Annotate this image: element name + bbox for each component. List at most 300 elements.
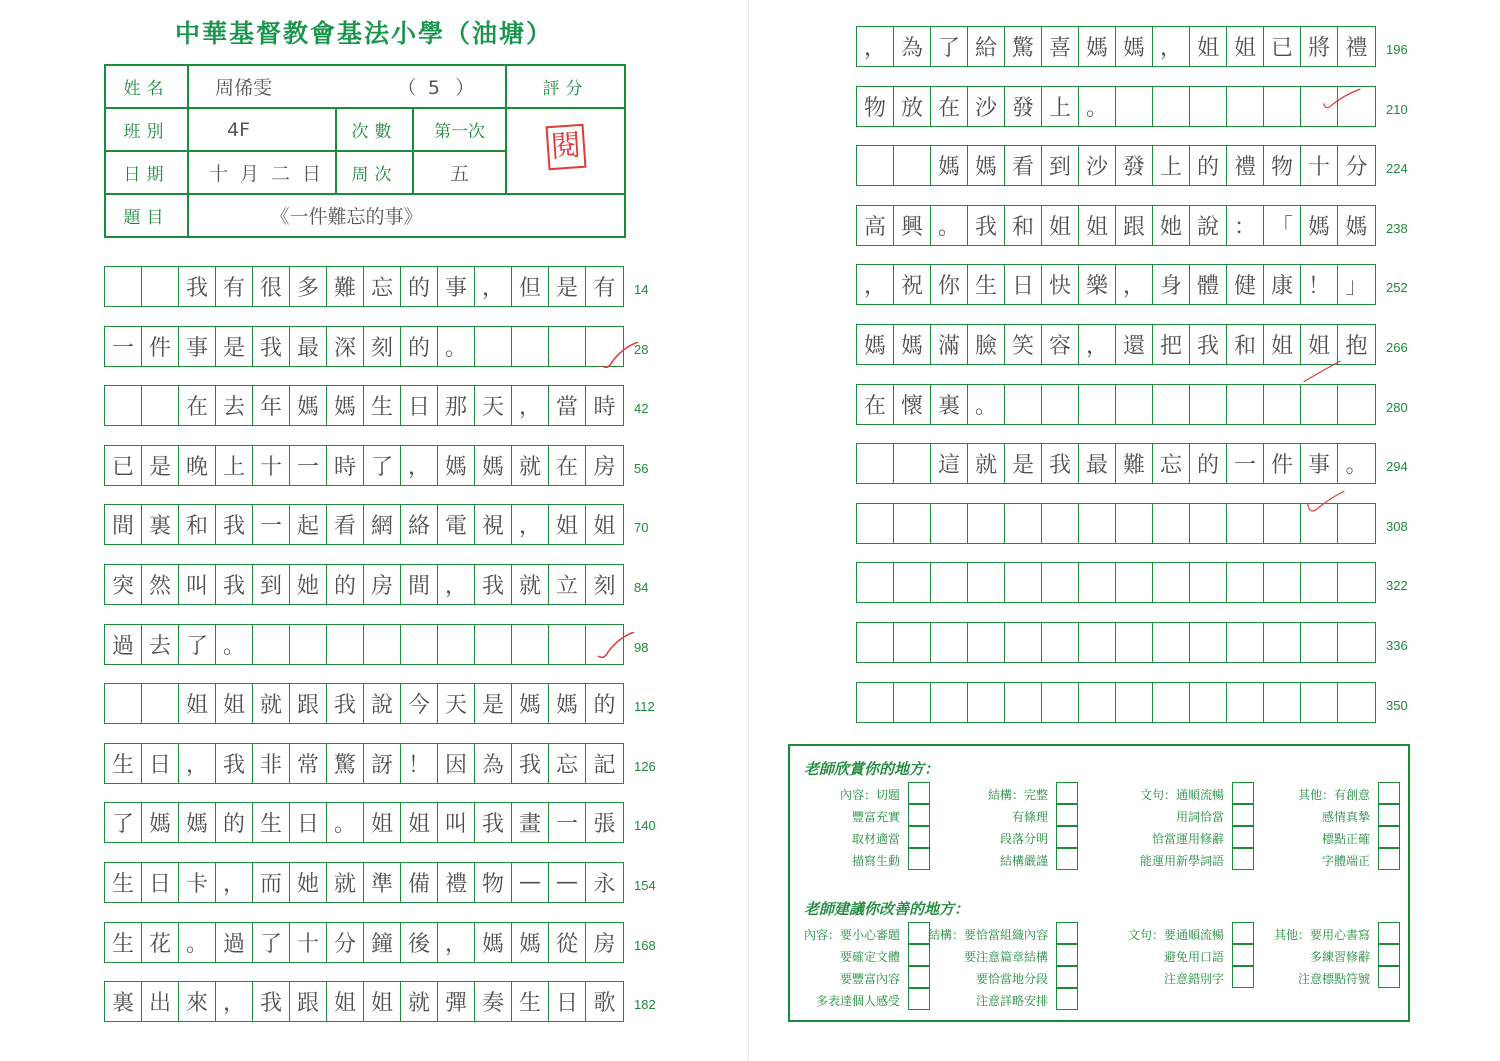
essay-cell[interactable] — [1079, 683, 1116, 722]
essay-cell[interactable]: ， — [216, 982, 253, 1021]
essay-cell[interactable]: 媽 — [549, 684, 586, 723]
criterion-checkbox[interactable] — [908, 826, 930, 848]
essay-cell[interactable]: 你 — [931, 265, 968, 304]
essay-cell[interactable]: 。 — [438, 327, 475, 366]
essay-cell[interactable]: 姐 — [216, 684, 253, 723]
essay-cell[interactable] — [1190, 385, 1227, 424]
essay-cell[interactable]: 難 — [1116, 444, 1153, 483]
essay-cell[interactable]: 那 — [438, 386, 475, 425]
essay-cell[interactable]: 日 — [290, 803, 327, 842]
essay-cell[interactable]: 。 — [1345, 453, 1368, 479]
essay-cell[interactable] — [1005, 683, 1042, 722]
essay-cell[interactable]: 十 — [290, 923, 327, 962]
essay-cell[interactable]: 媽 — [142, 803, 179, 842]
essay-cell[interactable]: 媽 — [968, 146, 1005, 185]
essay-cell[interactable]: 媽 — [857, 325, 894, 364]
essay-cell[interactable] — [1301, 623, 1338, 662]
essay-cell[interactable]: 了 — [931, 27, 968, 66]
essay-cell[interactable]: 懷 — [894, 385, 931, 424]
essay-cell[interactable]: 房 — [593, 454, 616, 480]
essay-cell[interactable]: ， — [857, 265, 894, 304]
essay-cell[interactable]: 有 — [216, 267, 253, 306]
essay-cell[interactable]: 件 — [142, 327, 179, 366]
essay-cell[interactable]: 時 — [593, 395, 616, 421]
essay-cell[interactable]: 我 — [475, 803, 512, 842]
essay-cell[interactable] — [142, 684, 179, 723]
essay-cell[interactable] — [1005, 385, 1042, 424]
essay-cell[interactable] — [1153, 504, 1190, 543]
essay-cell[interactable]: 。 — [968, 385, 1005, 424]
criterion-checkbox[interactable] — [1056, 804, 1078, 826]
essay-cell[interactable]: 分 — [327, 923, 364, 962]
essay-cell[interactable]: 忘 — [364, 267, 401, 306]
criterion-checkbox[interactable] — [1232, 944, 1254, 966]
criterion-checkbox[interactable] — [1232, 848, 1254, 870]
essay-cell[interactable] — [1190, 87, 1227, 126]
essay-cell[interactable]: 在 — [857, 385, 894, 424]
essay-cell[interactable]: 房 — [364, 565, 401, 604]
essay-cell[interactable]: 上 — [1153, 146, 1190, 185]
essay-cell[interactable]: ， — [857, 27, 894, 66]
essay-cell[interactable]: 間 — [105, 505, 142, 544]
essay-cell[interactable]: 事 — [179, 327, 216, 366]
essay-cell[interactable]: 就 — [327, 863, 364, 902]
essay-cell[interactable]: 年 — [253, 386, 290, 425]
essay-cell[interactable]: 深 — [327, 327, 364, 366]
essay-cell[interactable]: 去 — [142, 625, 179, 664]
essay-cell[interactable]: 為 — [475, 744, 512, 783]
essay-cell[interactable]: 張 — [593, 812, 616, 838]
essay-cell[interactable]: ， — [512, 386, 549, 425]
criterion-checkbox[interactable] — [908, 804, 930, 826]
essay-cell[interactable]: 間 — [401, 565, 438, 604]
essay-cell[interactable]: 和 — [1227, 325, 1264, 364]
essay-cell[interactable]: 和 — [179, 505, 216, 544]
essay-cell[interactable]: 了 — [105, 803, 142, 842]
essay-cell[interactable]: 放 — [894, 87, 931, 126]
essay-cell[interactable]: 事 — [438, 267, 475, 306]
essay-cell[interactable]: 十 — [1301, 146, 1338, 185]
criterion-checkbox[interactable] — [1056, 922, 1078, 944]
essay-cell[interactable]: 裏 — [105, 982, 142, 1021]
criterion-checkbox[interactable] — [1378, 922, 1400, 944]
essay-cell[interactable]: 她 — [290, 565, 327, 604]
essay-cell[interactable] — [857, 146, 894, 185]
essay-cell[interactable] — [1190, 504, 1227, 543]
essay-cell[interactable]: 就 — [512, 565, 549, 604]
essay-cell[interactable]: 在 — [931, 87, 968, 126]
essay-cell[interactable] — [1301, 563, 1338, 602]
essay-cell[interactable]: 過 — [105, 625, 142, 664]
essay-cell[interactable]: 快 — [1042, 265, 1079, 304]
essay-cell[interactable] — [1116, 87, 1153, 126]
essay-cell[interactable]: 姐 — [1301, 325, 1338, 364]
essay-cell[interactable]: 姐 — [401, 803, 438, 842]
essay-cell[interactable] — [1042, 385, 1079, 424]
essay-cell[interactable] — [931, 563, 968, 602]
essay-cell[interactable]: 把 — [1153, 325, 1190, 364]
essay-cell[interactable] — [142, 386, 179, 425]
essay-cell[interactable]: ， — [216, 863, 253, 902]
essay-cell[interactable]: 天 — [438, 684, 475, 723]
essay-cell[interactable]: 她 — [290, 863, 327, 902]
essay-cell[interactable]: 樂 — [1079, 265, 1116, 304]
criterion-checkbox[interactable] — [1056, 782, 1078, 804]
essay-cell[interactable]: 臉 — [968, 325, 1005, 364]
essay-cell[interactable]: 驚 — [327, 744, 364, 783]
essay-cell[interactable]: 物 — [1264, 146, 1301, 185]
essay-cell[interactable]: 媽 — [1116, 27, 1153, 66]
essay-cell[interactable]: 分 — [1345, 155, 1368, 181]
essay-cell[interactable] — [1079, 563, 1116, 602]
essay-cell[interactable]: 。 — [1079, 87, 1116, 126]
essay-cell[interactable] — [1116, 504, 1153, 543]
essay-cell[interactable]: 給 — [968, 27, 1005, 66]
essay-cell[interactable]: 我 — [968, 206, 1005, 245]
criterion-checkbox[interactable] — [1378, 782, 1400, 804]
essay-cell[interactable] — [894, 563, 931, 602]
essay-cell[interactable] — [1227, 504, 1264, 543]
essay-cell[interactable]: 媽 — [179, 803, 216, 842]
essay-cell[interactable]: 備 — [401, 863, 438, 902]
essay-cell[interactable]: 到 — [253, 565, 290, 604]
essay-cell[interactable]: 日 — [401, 386, 438, 425]
essay-cell[interactable]: 興 — [894, 206, 931, 245]
criterion-checkbox[interactable] — [1056, 988, 1078, 1010]
essay-cell[interactable]: 禮 — [438, 863, 475, 902]
essay-cell[interactable]: ， — [1153, 27, 1190, 66]
essay-cell[interactable]: 的 — [401, 327, 438, 366]
essay-cell[interactable]: 的 — [1190, 146, 1227, 185]
essay-cell[interactable] — [475, 625, 512, 664]
essay-cell[interactable]: 絡 — [401, 505, 438, 544]
essay-cell[interactable]: ， — [1079, 325, 1116, 364]
essay-cell[interactable]: 我 — [216, 744, 253, 783]
criterion-checkbox[interactable] — [1232, 804, 1254, 826]
essay-cell[interactable]: 一 — [290, 446, 327, 485]
essay-cell[interactable] — [1264, 385, 1301, 424]
essay-cell[interactable]: 難 — [327, 267, 364, 306]
times-cell[interactable] — [413, 108, 506, 151]
essay-cell[interactable] — [894, 146, 931, 185]
essay-cell[interactable] — [1264, 623, 1301, 662]
criterion-checkbox[interactable] — [908, 922, 930, 944]
essay-cell[interactable]: 卡 — [179, 863, 216, 902]
essay-cell[interactable] — [1264, 683, 1301, 722]
essay-cell[interactable] — [1338, 623, 1375, 662]
essay-cell[interactable]: 說 — [364, 684, 401, 723]
essay-cell[interactable]: 姐 — [327, 982, 364, 1021]
criterion-checkbox[interactable] — [1056, 848, 1078, 870]
essay-cell[interactable]: 我 — [327, 684, 364, 723]
essay-cell[interactable]: 這 — [931, 444, 968, 483]
essay-cell[interactable]: 日 — [142, 863, 179, 902]
essay-cell[interactable]: 因 — [438, 744, 475, 783]
essay-cell[interactable] — [857, 563, 894, 602]
criterion-checkbox[interactable] — [1378, 848, 1400, 870]
essay-cell[interactable]: 是 — [142, 446, 179, 485]
essay-cell[interactable]: 媽 — [931, 146, 968, 185]
class-cell[interactable] — [188, 108, 336, 151]
essay-cell[interactable]: 她 — [1153, 206, 1190, 245]
essay-cell[interactable] — [1227, 87, 1264, 126]
essay-cell[interactable]: 過 — [216, 923, 253, 962]
name-cell[interactable] — [188, 65, 506, 108]
essay-cell[interactable]: 就 — [253, 684, 290, 723]
essay-cell[interactable]: 。 — [327, 803, 364, 842]
essay-cell[interactable]: 忘 — [549, 744, 586, 783]
essay-cell[interactable]: 視 — [475, 505, 512, 544]
essay-cell[interactable] — [931, 683, 968, 722]
essay-cell[interactable]: 一 — [549, 803, 586, 842]
essay-cell[interactable] — [1116, 563, 1153, 602]
essay-cell[interactable]: 網 — [364, 505, 401, 544]
essay-cell[interactable]: 準 — [364, 863, 401, 902]
essay-cell[interactable]: 奏 — [475, 982, 512, 1021]
essay-cell[interactable]: 姐 — [364, 982, 401, 1021]
essay-cell[interactable] — [1116, 623, 1153, 662]
essay-cell[interactable] — [1042, 683, 1079, 722]
essay-cell[interactable]: 叫 — [179, 565, 216, 604]
essay-cell[interactable]: 祝 — [894, 265, 931, 304]
essay-cell[interactable]: 日 — [142, 744, 179, 783]
essay-cell[interactable]: 花 — [142, 923, 179, 962]
essay-cell[interactable]: 的 — [1190, 444, 1227, 483]
essay-cell[interactable]: 多 — [290, 267, 327, 306]
essay-cell[interactable] — [1338, 385, 1375, 424]
essay-cell[interactable]: 上 — [1042, 87, 1079, 126]
essay-cell[interactable] — [1042, 504, 1079, 543]
essay-cell[interactable]: 我 — [475, 565, 512, 604]
essay-cell[interactable]: 我 — [253, 982, 290, 1021]
date-cell[interactable] — [188, 151, 336, 194]
essay-cell[interactable] — [894, 623, 931, 662]
essay-cell[interactable] — [1264, 87, 1301, 126]
essay-cell[interactable] — [968, 563, 1005, 602]
essay-cell[interactable]: 在 — [179, 386, 216, 425]
essay-cell[interactable]: 生 — [105, 744, 142, 783]
essay-cell[interactable]: 上 — [216, 446, 253, 485]
essay-cell[interactable]: 姐 — [1042, 206, 1079, 245]
essay-cell[interactable] — [1153, 623, 1190, 662]
essay-cell[interactable]: 和 — [1005, 206, 1042, 245]
criterion-checkbox[interactable] — [1056, 966, 1078, 988]
essay-cell[interactable]: 喜 — [1042, 27, 1079, 66]
essay-cell[interactable]: 說 — [1190, 206, 1227, 245]
essay-cell[interactable]: 我 — [1042, 444, 1079, 483]
essay-cell[interactable]: 媽 — [1345, 214, 1368, 240]
essay-cell[interactable]: 物 — [475, 863, 512, 902]
criterion-checkbox[interactable] — [1232, 922, 1254, 944]
essay-cell[interactable] — [1042, 563, 1079, 602]
essay-cell[interactable]: 了 — [253, 923, 290, 962]
essay-cell[interactable]: 的 — [401, 267, 438, 306]
essay-cell[interactable] — [1005, 623, 1042, 662]
essay-cell[interactable] — [475, 327, 512, 366]
essay-cell[interactable] — [1338, 683, 1375, 722]
essay-cell[interactable]: 。 — [216, 625, 253, 664]
criterion-checkbox[interactable] — [908, 966, 930, 988]
essay-cell[interactable]: 跟 — [1116, 206, 1153, 245]
essay-cell[interactable]: 一 — [253, 505, 290, 544]
essay-cell[interactable] — [1190, 623, 1227, 662]
essay-cell[interactable] — [968, 504, 1005, 543]
essay-cell[interactable]: 常 — [290, 744, 327, 783]
weekday-cell[interactable] — [413, 151, 506, 194]
criterion-checkbox[interactable] — [1378, 966, 1400, 988]
essay-cell[interactable]: 姐 — [179, 684, 216, 723]
essay-cell[interactable]: 沙 — [968, 87, 1005, 126]
essay-cell[interactable] — [105, 267, 142, 306]
essay-cell[interactable]: 抱 — [1345, 334, 1368, 359]
essay-cell[interactable]: 還 — [1116, 325, 1153, 364]
essay-cell[interactable]: 姐 — [1190, 27, 1227, 66]
essay-cell[interactable]: 後 — [401, 923, 438, 962]
essay-cell[interactable]: ， — [401, 446, 438, 485]
essay-cell[interactable]: 高 — [857, 206, 894, 245]
essay-cell[interactable]: 媽 — [438, 446, 475, 485]
essay-cell[interactable]: 跟 — [290, 684, 327, 723]
essay-cell[interactable]: 」 — [1345, 274, 1368, 300]
essay-cell[interactable]: 身 — [1153, 265, 1190, 304]
essay-cell[interactable]: ！ — [1301, 265, 1338, 304]
essay-cell[interactable] — [1153, 563, 1190, 602]
essay-cell[interactable] — [401, 625, 438, 664]
essay-cell[interactable]: 姐 — [1227, 27, 1264, 66]
essay-cell[interactable]: 很 — [253, 267, 290, 306]
essay-cell[interactable]: 媽 — [290, 386, 327, 425]
criterion-checkbox[interactable] — [1378, 944, 1400, 966]
essay-cell[interactable]: 了 — [179, 625, 216, 664]
essay-cell[interactable]: 今 — [401, 684, 438, 723]
essay-cell[interactable]: 在 — [549, 446, 586, 485]
essay-cell[interactable] — [549, 625, 586, 664]
essay-cell[interactable]: ， — [475, 267, 512, 306]
essay-cell[interactable] — [549, 327, 586, 366]
essay-cell[interactable]: 媽 — [1079, 27, 1116, 66]
essay-cell[interactable]: 我 — [179, 267, 216, 306]
essay-cell[interactable]: 姐 — [1079, 206, 1116, 245]
essay-cell[interactable]: 最 — [1079, 444, 1116, 483]
essay-cell[interactable] — [1190, 563, 1227, 602]
essay-cell[interactable]: 我 — [1190, 325, 1227, 364]
essay-cell[interactable] — [1079, 623, 1116, 662]
essay-cell[interactable] — [1338, 563, 1375, 602]
essay-cell[interactable] — [968, 623, 1005, 662]
essay-cell[interactable]: 為 — [894, 27, 931, 66]
essay-cell[interactable]: 的 — [327, 565, 364, 604]
essay-cell[interactable] — [1264, 504, 1301, 543]
essay-cell[interactable]: 我 — [512, 744, 549, 783]
essay-cell[interactable]: 生 — [512, 982, 549, 1021]
essay-cell[interactable]: 來 — [179, 982, 216, 1021]
essay-cell[interactable]: 生 — [105, 923, 142, 962]
essay-cell[interactable]: 裏 — [931, 385, 968, 424]
essay-cell[interactable]: 禮 — [1345, 36, 1368, 61]
criterion-checkbox[interactable] — [1056, 826, 1078, 848]
essay-cell[interactable]: 歌 — [593, 991, 616, 1017]
essay-cell[interactable] — [1042, 623, 1079, 662]
essay-cell[interactable]: ， — [1116, 265, 1153, 304]
essay-cell[interactable]: ， — [438, 565, 475, 604]
essay-cell[interactable]: 是 — [549, 267, 586, 306]
essay-cell[interactable] — [1301, 683, 1338, 722]
essay-cell[interactable] — [931, 504, 968, 543]
essay-cell[interactable]: 忘 — [1153, 444, 1190, 483]
essay-cell[interactable]: 就 — [512, 446, 549, 485]
essay-cell[interactable]: 健 — [1227, 265, 1264, 304]
essay-cell[interactable]: 一 — [105, 327, 142, 366]
essay-cell[interactable]: 事 — [1301, 444, 1338, 483]
essay-cell[interactable]: 刻 — [364, 327, 401, 366]
criterion-checkbox[interactable] — [1378, 826, 1400, 848]
essay-cell[interactable] — [1116, 683, 1153, 722]
essay-cell[interactable]: 出 — [142, 982, 179, 1021]
essay-cell[interactable]: 晚 — [179, 446, 216, 485]
essay-cell[interactable]: 媽 — [327, 386, 364, 425]
criterion-checkbox[interactable] — [908, 988, 930, 1010]
essay-cell[interactable]: 當 — [549, 386, 586, 425]
essay-cell[interactable]: 就 — [401, 982, 438, 1021]
essay-cell[interactable]: 物 — [857, 87, 894, 126]
criterion-checkbox[interactable] — [908, 782, 930, 804]
essay-cell[interactable]: 是 — [475, 684, 512, 723]
essay-cell[interactable] — [857, 504, 894, 543]
essay-cell[interactable]: 有 — [593, 276, 616, 301]
essay-cell[interactable]: 去 — [216, 386, 253, 425]
essay-cell[interactable]: 姐 — [364, 803, 401, 842]
essay-cell[interactable]: 裏 — [142, 505, 179, 544]
essay-cell[interactable]: 跟 — [290, 982, 327, 1021]
essay-cell[interactable] — [857, 444, 894, 483]
essay-cell[interactable]: 體 — [1190, 265, 1227, 304]
essay-cell[interactable] — [1153, 87, 1190, 126]
essay-cell[interactable]: 看 — [1005, 146, 1042, 185]
essay-cell[interactable]: 立 — [549, 565, 586, 604]
essay-cell[interactable]: 看 — [327, 505, 364, 544]
essay-cell[interactable] — [1005, 563, 1042, 602]
essay-cell[interactable]: 而 — [253, 863, 290, 902]
essay-cell[interactable]: — — [512, 863, 549, 902]
essay-cell[interactable]: 姐 — [1264, 325, 1301, 364]
essay-cell[interactable] — [105, 386, 142, 425]
essay-cell[interactable] — [142, 267, 179, 306]
essay-cell[interactable]: 是 — [216, 327, 253, 366]
essay-cell[interactable]: 十 — [253, 446, 290, 485]
essay-cell[interactable]: 的 — [593, 693, 616, 719]
essay-cell[interactable]: 彈 — [438, 982, 475, 1021]
essay-cell[interactable] — [1227, 385, 1264, 424]
essay-cell[interactable] — [1079, 504, 1116, 543]
essay-cell[interactable] — [290, 625, 327, 664]
essay-cell[interactable] — [327, 625, 364, 664]
essay-cell[interactable]: 就 — [968, 444, 1005, 483]
essay-cell[interactable]: — — [549, 863, 586, 902]
essay-cell[interactable]: 記 — [593, 752, 616, 778]
essay-cell[interactable] — [1153, 683, 1190, 722]
essay-cell[interactable]: 「 — [1264, 206, 1301, 245]
essay-cell[interactable]: 叫 — [438, 803, 475, 842]
essay-cell[interactable]: 從 — [549, 923, 586, 962]
essay-cell[interactable]: 但 — [512, 267, 549, 306]
essay-cell[interactable] — [1227, 623, 1264, 662]
essay-cell[interactable] — [1153, 385, 1190, 424]
essay-cell[interactable] — [894, 683, 931, 722]
essay-cell[interactable]: 將 — [1301, 27, 1338, 66]
essay-cell[interactable] — [512, 327, 549, 366]
essay-cell[interactable]: 媽 — [512, 923, 549, 962]
essay-cell[interactable]: ， — [179, 744, 216, 783]
